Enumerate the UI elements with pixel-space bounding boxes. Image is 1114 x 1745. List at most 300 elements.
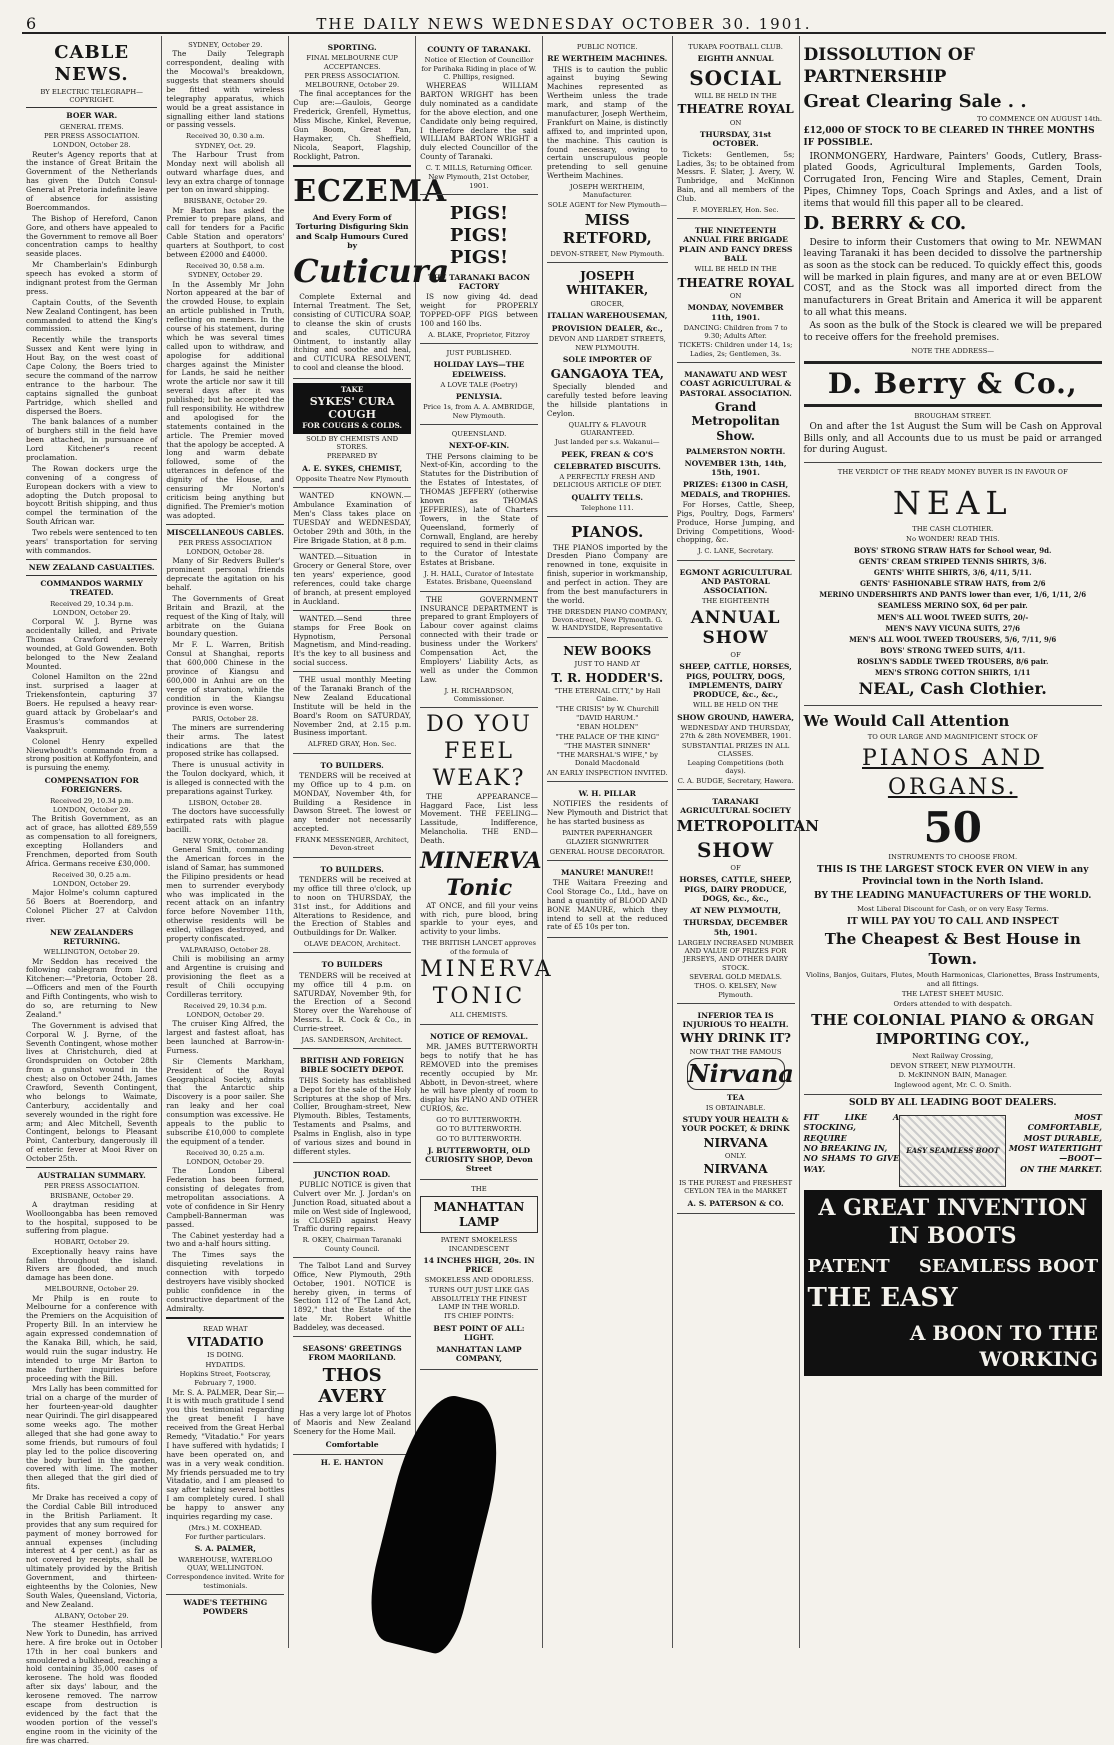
ad-line: THE CASH CLOTHIER. [912, 525, 994, 534]
notice-heading: BRITISH AND FOREIGN BIBLE SOCIETY DEPOT. [300, 1056, 405, 1075]
column-events [673, 36, 819, 1648]
dateline: SYDNEY, October 29. [188, 271, 263, 280]
ad-line: ON [729, 292, 742, 301]
ad-line: STUDY YOUR HEALTH & YOUR POCKET, & DRINK [681, 1115, 790, 1134]
ad-tukapa-social [677, 40, 795, 219]
section-compensation: COMPENSATION FOR FOREIGNERS. [44, 776, 139, 795]
ad-hodder-name: T. R. HODDER'S. [551, 670, 664, 685]
column-cable-news [22, 36, 162, 1745]
ad-line: JUST TO HAND AT [574, 660, 641, 669]
paragraph: Reuter's Agency reports that at the instance of Great Britain the Government of the Netherlands has given the Dutch Consul-General at Pretoria indefinite leave of absence for assisting Boercommandos. [26, 149, 158, 212]
paragraph: Exceptionally heavy rains have fallen throughout the island. Rivers are flooded, and much damage has been done. [26, 1246, 158, 1283]
ad-show-name: Grand Metropolitan Show. [691, 399, 780, 444]
ad-eczema-title: ECZEMA [293, 173, 448, 209]
received-line: Received 29, 10.34 p.m. [50, 599, 134, 608]
ad-company: MANHATTAN LAMP COMPANY, [436, 1345, 522, 1364]
book-title: "THE MASTER SINNER" [564, 741, 651, 750]
ad-pigs-title: PIGS! PIGS! PIGS! [449, 202, 509, 268]
ad-title: DISSOLUTION OF PARTNERSHIP [803, 45, 975, 88]
ad-kicker: READ WHAT [203, 1324, 248, 1333]
tender-heading: TO BUILDERS. [320, 760, 384, 770]
masthead [22, 6, 1106, 34]
ad-body: THE PIANOS imported by the Dresden Piano Company are renowned in tone, exquisite in finish, superior in workmanship, and perfect in action. They are from the best manufacturers in the world. [546, 542, 668, 605]
boot-feature: MOST DURABLE, [1023, 1132, 1102, 1143]
ad-pianos-title: PIANOS. [571, 523, 644, 542]
notice-educational-institute [293, 674, 411, 754]
book-title: "THE MARSHAL'S WIFE," by Donald Macdonald [556, 751, 658, 768]
ad-hanton: H. E. HANTON [320, 1458, 384, 1468]
ad-line: THIS IS THE LARGEST STOCK EVER ON VIEW in any Provincial town in the North Island. [817, 864, 1089, 887]
ad-line: QUALITY TELLS. [571, 492, 644, 502]
notice-signature: JOSEPH WERTHEIM, Manufacturer. [569, 183, 645, 200]
ad-tonic-name: TONIC [432, 983, 526, 1009]
book-title: "EBAN HOLDEN" [576, 723, 639, 732]
price-item: SEAMLESS MERINO SOX, 6d per pair. [877, 601, 1028, 611]
notice-title: NEXT-OF-KIN. [448, 441, 510, 451]
notice-wertheim [547, 40, 668, 263]
notice-date: New Plymouth, 21st October, 1901. [428, 173, 530, 190]
notice-body: THE GOVERNMENT INSURANCE DEPARTMENT is prepared to grant Employers of Labour cover against claims connected with their trade or business under the Workers' Compensation Act, the Employers' Liability Acts, as well as under the Common Law. [420, 594, 538, 684]
ad-signature: THE DRESDEN PIANO COMPANY, Devon-street, New Plymouth. G. W. HANDYSIDE, Representative [547, 607, 668, 633]
notice-body: THIS is to caution the public against buying Sewing Machines represented as Wertheim unless the trade mark, and stamp of the manufacturer, Joseph Wertheim, Frankfurt on Maine, is distinctly affixed to, and imprinted upon, the machine. This caution is found necessary, owing to certain unscrupulous people pretending to sell genuine Wertheim Machines. [546, 64, 668, 181]
paragraph: Sir Clements Markham, President of the Royal Geographical Society, admits that the Antarctic ship Discovery is a poor sailer. She ran leaky and her coal consumption was excessive. He appeals to the public to subscribe £10,000 to complete the equipment of a tender. [166, 1056, 285, 1146]
notice-body: PUBLIC NOTICE is given that Culvert over Mr. J. Jordan's on Junction Road, situated about a mile on West side of Inglewood, is CLOSED against Heavy Traffic during repairs. [293, 1180, 412, 1234]
notice-junction-road [293, 1165, 411, 1258]
boot-the-easy: THE EASY [807, 1283, 958, 1314]
ad-line: GO TO BUTTERWORTH. [436, 1134, 522, 1143]
ad-bacon-factory [420, 197, 538, 344]
ad-books-title: NEW BOOKS [563, 643, 652, 658]
ad-seamless-boot [804, 1098, 1102, 1376]
tender-signature: JAS. SANDERSON, Architect. [301, 1035, 403, 1044]
ad-note: ALL CHEMISTS. [450, 1011, 508, 1020]
ad-line: PRIZES: £1300 in CASH, MEDALS, and TROPHIES. [680, 480, 791, 499]
paragraph: The Government is advised that Corporal W. J. Byrne, of the Seventh Contingent, whose mother lives at Christchurch, died at Grondspruiden on October 28th from a gunshot wound in the chest; also on October 24th, James Crawford, Seventh Contingent, who belongs to Waimate, Canterbury, accidentally and severely wounded in the right fore arm; and Alec Mitchell, Seventh Contingent, belongs to Pleasant Point, Canterbury, dangerously ill of enteric fever at Mooi River on October 25th. [26, 1020, 158, 1164]
ad-address: DEVON AND LIARDET STREETS, [548, 334, 666, 343]
ad-line: TICKETS: Children under 14, 1s; Ladies, 2s; Gentlemen, 3s. [678, 341, 793, 358]
dateline: LONDON, October 29. [186, 1010, 265, 1019]
ad-address: Hopkins Street, Footscray, [179, 1369, 271, 1378]
paragraph: The cruiser King Alfred, the largest and fastest afloat, has been launched at Barrow-in-Furness. [166, 1019, 285, 1055]
ad-pianos-organs: PIANOS AND ORGANS. [861, 746, 1044, 800]
ad-line: GLAZIER SIGNWRITER [565, 838, 649, 847]
ad-metro: METROPOLITAN [676, 817, 819, 836]
tender-1 [293, 756, 411, 858]
ad-line: PEEK, FREAN & CO'S [561, 449, 654, 459]
ad-cuticura-logo: Cuticura [293, 252, 450, 291]
ad-butterworth [420, 1027, 538, 1180]
book-title: "THE ETERNAL CITY," by Hall Caine. [554, 687, 661, 704]
ad-fifty: 50 [923, 803, 982, 853]
ad-note: Correspondence invited. Write for testimonials. [166, 1573, 285, 1590]
ad-body: IS now giving 4d. dead weight for PROPERLY TOPPED-OFF PIGS between 100 and 160 lbs. [420, 292, 538, 328]
ad-pigs-sub: THE TARANAKI BACON FACTORY [427, 272, 531, 292]
ad-cough-banner [293, 383, 411, 434]
paragraph: Major Holme's column captured 56 Boers at Boerendorp, and Colonel Plicher 27 at Calvdon river. [26, 888, 158, 924]
ad-wades-powders: WADE'S TEETHING POWDERS [183, 1597, 268, 1617]
dateline: MELBOURNE, October 29. [44, 1285, 139, 1294]
ad-title: INFERIOR TEA IS INJURIOUS TO HEALTH. [682, 1010, 789, 1030]
paragraph: Mr Drake has received a copy of the Cordial Cable Bill introduced in the British Parliament. It provides that any sum required for payment of money borrowed for annual expenses (including interest at 4 per cent.) as far as not covered by receipts, shall be ultimately provided by the British Government, and thirteen-eighteenths by the Colonies, New South Wales, Queensland, Victoria, and New Zealand. [26, 1493, 158, 1609]
tender-body: TENDERS will be received at my office till three o'clock, up to noon on THURSDAY, the 31st inst., for Additions and Alterations to Residence, and the Erection of Stables and Outbuildings for Dr. Walker. [293, 874, 412, 938]
press-assoc: PER PRESS ASSOCIATION. [43, 132, 140, 140]
ad-line: THE EIGHTEENTH [701, 597, 770, 606]
ad-line: D. McKINNON BAIN, Manager. [898, 1071, 1007, 1080]
boot-feature: MOST WATERTIGHT [1008, 1142, 1102, 1153]
boot-feature: REQUIRE [803, 1132, 847, 1143]
ad-date: MONDAY, NOVEMBER 11th, 1901. [687, 303, 784, 322]
ad-price: Price 1s, from A. A. AMBRIDGE, New Plymouth. [423, 403, 535, 420]
ad-line: PAINTER PAPERHANGER [562, 828, 653, 837]
ad-line: Orders attended to with despatch. [893, 999, 1012, 1008]
notice-signature: J. H. RICHARDSON, Commissioner. [444, 686, 514, 703]
ad-line: Violins, Banjos, Guitars, Flutes, Mouth Harmonicas, Clarionettes, Brass Instruments, and all fittings. [805, 971, 1100, 989]
paragraph: The Rowan dockers urge the convening of a congress of European dockers with a view to adopting the Dutch proposal to boycott British shipping, and thus compel the termination of the South African war. [26, 463, 158, 527]
ad-line: EIGHTH ANNUAL [697, 54, 774, 64]
book-title: "DAVID HARUM." [576, 714, 639, 723]
tender-body: TENDERS will be received at my Office up to 4 p.m. on MONDAY, November 4th, for Building a Residence in Dawson Street. The lowest or any tender not necessarily accepted. [293, 770, 412, 834]
dateline: LONDON, October 29. [52, 805, 131, 814]
ad-line: SEVERAL GOLD MEDALS. [689, 973, 782, 982]
tender-signature: OLAVE DEACON, Architect. [303, 940, 401, 949]
press-assoc: PER PRESS ASSOCIATION. [43, 1182, 140, 1191]
column-display-ads [800, 36, 1106, 1648]
ad-kicker: THE [471, 1184, 487, 1193]
ad-line: GO TO BUTTERWORTH. [436, 1116, 522, 1125]
paragraph: There is unusual activity in the Toulon dockyard, which, it is alleged is connected with the preparations against Turkey. [166, 760, 285, 797]
ad-minerva-name: MINERVA [420, 956, 554, 982]
paragraph: The London Liberal Federation has been formed, consisting of delegates from metropolitan associations. A vote of confidence in Sir Henry Campbell-Bannerman was passed. [166, 1166, 285, 1229]
tender-body: TENDERS will be received at my office till 4 p.m. on SATURDAY, November 9th, for the Erection of a Second Storey over the Warehouse of Messrs. L. R. Cock & Co., in Currie-street. [293, 970, 412, 1034]
classified-wanted: WANTED.—Situation in Grocery or General Store, over ten years' experience, good references, could take charge of branch, at present employed in Auckland. [293, 551, 411, 610]
ad-line: SMOKELESS AND ODORLESS. [424, 1276, 534, 1285]
section-nz-returning: NEW ZEALANDERS RETURNING. [49, 927, 134, 946]
paragraph: Captain Coutts, of the Seventh New Zealand Contingent, has been commanded to attend the King's commission. [26, 297, 158, 334]
ad-nirvana-name: NIRVANA [703, 1135, 768, 1150]
ad-line: BY THE LEADING MANUFACTURERS OF THE WORLD. [814, 891, 1092, 902]
boot-feature: ON THE MARKET. [1020, 1163, 1102, 1174]
notice-retford: MISS RETFORD, [562, 210, 652, 248]
price-item: MEN'S ALL WOOL TWEED TROUSERS, 5/6, 7/11, 9/6 [849, 634, 1057, 644]
notice-address: DEVON-STREET, New Plymouth. [550, 249, 665, 258]
ad-line: PROVISION DEALER, &c., [551, 323, 663, 333]
paragraph: Chili is mobilising an army and Argentine is cruising and provisioning the fleet as a result of Chili occupying Cordilleras territory. [166, 954, 285, 999]
section-boer-war: BOER WAR. [66, 111, 118, 121]
ad-body: AT ONCE, and fill your veins with rich, pure blood, bring sparkle to your eyes, and activity to your limbs. [420, 900, 538, 937]
ad-body: Tickets: Gentlemen, 5s; Ladies, 3s; to be obtained from Messrs. F. Slater, J. Avery, W. Tunbridge, and McKinnon Bain, and all members of the Club. [676, 149, 795, 204]
boot-invention: A GREAT INVENTION IN BOOTS [818, 1194, 1088, 1250]
ad-body: IRONMONGERY, Hardware, Painters' Goods, Cutlery, Brass-plated Goods, Agricultural Implements, Garden Tools, Corrugated Iron, Fencing Wire and Staples, Cement, Drain Pipes, Chimney Tops, Coach Springs and Axles, and a list of items that would fill this paper all to be cleared. [803, 151, 1102, 209]
classified-wanted: WANTED.—Send three stamps for Free Book on Hypnotism, Personal Magnetism, and Mind-reading. It's the key to all business and social success. [293, 613, 411, 672]
ad-title: THE NINETEENTH ANNUAL FIRE BRIGADE PLAIN AND FANCY DRESS BALL [678, 226, 793, 263]
column-cables-continued [162, 36, 289, 1648]
notice-land-office: The Talbot Land and Survey Office, New Plymouth, 29th October, 1901. NOTICE is hereby given, in terms of Section 112 of "The Land Act, 1892," that the Estate of the late Mr. Robert Whittle Baddeley, was deceased. [293, 1260, 411, 1337]
ad-author: PENLYSIA. [455, 392, 503, 402]
section-sporting: SPORTING. [327, 43, 377, 52]
boot-seamless: SEAMLESS BOOT [918, 1255, 1098, 1277]
ad-cuticura [293, 170, 450, 380]
ad-manhattan-title: MANHATTAN LAMP [420, 1196, 538, 1233]
paragraph: Mr Chamberlain's Edinburgh speech has evoked a storm of indignant protest from the German press. [26, 260, 158, 296]
ad-address: BROUGHAM STREET. [914, 412, 992, 421]
paragraph: The steamer Hesthfield, from New York to Dunedin, has arrived here. A fire broke out in October 17th in her coal bunkers and smouldered a bulkhead, reaching a hold containing 35,000 cases of kerosene. The hold was flooded after six days' labour, and the kerosene removed. The narrow escape from destruction is evidenced by the fact that the wooden portion of the vessel's engine room in the vicinity of the fire was charred. [26, 1619, 158, 1745]
boot-banner [804, 1190, 1102, 1376]
ad-note: For further particulars. [185, 1533, 266, 1542]
ad-title: SOLD BY ALL LEADING BOOT DEALERS. [848, 1098, 1057, 1109]
subhead: GENERAL ITEMS. [59, 122, 124, 131]
ad-line: OF [730, 864, 741, 873]
notice-body: THE Persons claiming to be Next-of-Kin, according to the Statutes for the Distribution of the Estates of Intestates, of THOMAS JEFFERY (otherwise known as THOMAS JEFFERIES), late of Charters Towers, in the State of Queensland, formerly of Cornwall, England, are hereby required to send in their claims to the Curator of Intestate Estates at Brisbane. [420, 451, 538, 568]
price-item: GENTS' FASHIONABLE STRAW HATS, from 2/6 [859, 579, 1046, 589]
ad-nirvana-logo: Nirvana [687, 1059, 794, 1089]
boot-feature: MOST COMFORTABLE, [1027, 1111, 1102, 1133]
column-public-notice [543, 36, 673, 1648]
received-line: Received 29, 10.34 p.m. [183, 1001, 267, 1010]
boot-feature: NO SHAMS TO GIVE WAY. [803, 1153, 900, 1174]
price-item: MEN'S NAVY VICUNA SUITS, 27/6 [885, 623, 1020, 633]
ad-line: TO OUR LARGE AND MAGNIFICENT STOCK OF [867, 733, 1038, 742]
paragraph: The Cabinet yesterday had a two and a-half hours sitting. [166, 1230, 285, 1249]
ad-body: Complete External and Internal Treatment. The Set, consisting of CUTICURA SOAP, to cleanse the skin of crusts and scales, CUTICURA Ointment, to instantly allay itching and soothe and heal, and CUTICURA RESOLVENT, to cool and cleanse the blood. [293, 292, 412, 373]
ad-title: EGMONT AGRICULTURAL AND PASTORAL ASSOCIATION. [679, 567, 792, 596]
ad-show: SHOW [696, 837, 775, 862]
ad-line: A PERFECTLY FRESH AND DELICIOUS ARTICLE OF DIET. [552, 473, 662, 490]
ad-line: IT WILL PAY YOU TO CALL AND INSPECT [846, 916, 1059, 927]
ad-signature: A. S. PATERSON & CO. [687, 1198, 784, 1208]
ad-body: THE Waitara Freezing and Cool Storage Co., Ltd., have on hand a quantity of BLOOD AND BONE MANURE, which they intend to sell at the reduced rate of £5 10s per ton. [546, 878, 668, 932]
ad-line: £12,000 OF STOCK TO BE CLEARED IN THREE MONTHS IF POSSIBLE. [803, 126, 1095, 149]
dateline: BRISBANE, October 29. [49, 1191, 134, 1200]
page-number: 6 [26, 14, 37, 33]
columns [22, 36, 1106, 1745]
ad-signature: J. BUTTERWORTH, OLD CURIOSITY SHOP, Devon Street [425, 1145, 533, 1174]
dateline: LONDON, October 29. [52, 608, 131, 617]
ad-chemist: A. E. SYKES, CHEMIST, [302, 463, 403, 473]
received-line: Received 30, 0.58 a.m. [185, 261, 265, 270]
subhead: FINAL MELBOURNE CUP ACCEPTANCES. [306, 54, 398, 71]
ad-line: NOTE THE ADDRESS— [911, 346, 995, 355]
ad-line: Leaping Competitions (both days). [687, 759, 784, 776]
ad-signature: C. A. BUDGE, Secretary, Hawera. [677, 776, 794, 785]
column-sporting [289, 36, 450, 1648]
ad-berry-name: D. BERRY & CO. [803, 213, 967, 235]
ad-joseph-whitaker [547, 265, 668, 517]
price-item: BOYS' STRONG STRAW HATS for School wear, 9d. [853, 545, 1052, 555]
paragraph: Corporal W. J. Byrne was accidentally killed, and Private Thomas Crawford severely wounded, at Gold Gowenden. Both belonged to the New Zealand Mounted. [26, 617, 158, 671]
paragraph: The final acceptances for the Cup are:—Gaulois, George Frederick, Grenfell, Hymettus, Miss Mische, Kinkel, Revenue, Gun Boom, Great Pan, Haymaker, Ch. Sheffield, Nicola, Seaport, Flagship, Rocklight, Patron. [293, 89, 412, 161]
dateline: VALPARAISO, October 28. [180, 945, 271, 954]
paragraph: Mr Barton has asked the Premier to prepare plans, and call for tenders for a Pacific Cable Station and operators' quarters at Southport, to cost between £2000 and £4000. [166, 205, 285, 260]
ad-body: On and after the 1st August the Sum will be Cash on Approval Bills only, and all Accounts due to us must be paid or arranged for during August. [803, 421, 1102, 456]
ad-kicker: SEASONS' GREETINGS FROM MAORILAND. [302, 1344, 402, 1363]
ad-pillar-painter [547, 784, 668, 861]
ad-line: ABSOLUTELY THE FINEST LAMP IN THE WORLD. [431, 1294, 527, 1312]
dateline: PARIS, October 28. [192, 714, 259, 723]
paragraph: Mrs Lally has been committed for trial on a charge of the murder of her fourteen-year-old daughter near Quirindi. The girl disappeared some weeks ago. The mother alleged that she had gone away to some friends, but rumours of foul play led to the police discovering the body buried in the garden, covered with lime. The mother then alleged that the girl died of fits. [26, 1384, 158, 1492]
ad-line: ONLY. [724, 1152, 747, 1161]
paragraph: The Governments of Great Britain and Brazil, at the request of the King of Italy, will arbitrate on the Guiana boundary question. [166, 593, 285, 639]
ad-note: PREPARED BY [326, 452, 378, 461]
ad-line: Most Liberal Discount for Cash, or on very Easy Terms. [857, 904, 1049, 913]
paragraph: Many of Sir Redvers Buller's prominent personal friends deprecate the agitation on his behalf. [166, 556, 285, 593]
paragraph: General Smith, commanding the American forces in the island of Samar, has summoned the Filipino presidents or head men to surrender everybody who was implicated in the recent attack on an infantry force before November 11th, otherwise residents will be exiled, villages destroyed, and property confiscated. [166, 845, 285, 944]
dateline: LONDON, October 29. [52, 879, 131, 888]
ad-colonial-name: THE COLONIAL PIANO & ORGAN IMPORTING COY., [811, 1010, 1095, 1049]
paragraph: Mr Philp is en route to Melbourne for a conference with the Premiers on the Acquisition of Property Bill. In an interview he again expressed condemnation of the Kanaka Bill, which, he said, would ruin the sugar industry. He intended to urge Mr Barton to make further inquiries before proceeding with the Bill. [26, 1293, 158, 1383]
ad-line: No WONDER! READ THIS. [906, 535, 1000, 544]
boot-patent: PATENT [807, 1255, 890, 1277]
dateline: WELLINGTON, October 29. [43, 948, 140, 957]
ad-sykes-cura-cough [293, 381, 411, 488]
notice-body: WHEREAS WILLIAM BARTON WRIGHT has been duly nominated as a candidate for the above election, and one Candidate only being required, I therefore declare the said WILLIAM BARTON WRIGHT a duly elected Councillor of the County of Taranaki. [420, 81, 538, 162]
book-title: "THE PALACE OF THE KING" [555, 732, 660, 741]
dateline: LONDON, October 29. [186, 1157, 265, 1166]
ad-line: WILL BE HELD IN THE [694, 91, 777, 100]
paragraph: The doctors have successfully extirpated rats with plague bacilli. [166, 807, 285, 834]
section-nz-casualties: NEW ZEALAND CASUALTIES. [28, 562, 155, 572]
ad-minerva-tonic [420, 710, 554, 1025]
ad-manure [547, 863, 668, 939]
tender-heading: TO BUILDERS [321, 960, 383, 970]
dateline: SYDNEY, Oct. 29. [194, 141, 256, 150]
ad-line: WILL BE HELD IN THE [694, 265, 777, 274]
ad-signature: NEAL, Cash Clothier. [858, 679, 1047, 699]
notice-bible-society [293, 1051, 411, 1163]
boot-boon: A BOON TO THE WORKING [909, 1321, 1098, 1372]
ad-signature: J. C. LANE, Secretary. [697, 547, 774, 556]
section-australian-summary: AUSTRALIAN SUMMARY. [37, 1171, 146, 1180]
ad-holiday-lays [420, 346, 538, 425]
price-item: MEN'S STRONG COTTON SHIRTS, 1/11 [874, 668, 1031, 678]
ad-cough-brand: SYKES' CURA COUGH [309, 395, 395, 422]
ad-line: INSTRUMENTS TO CHOOSE FROM. [888, 853, 1018, 862]
ad-signature: (Mrs.) M. COXHEAD. [188, 1523, 262, 1532]
ad-line: THE VERDICT OF THE READY MONEY BUYER IS IN FAVOUR OF [837, 467, 1068, 476]
ad-note: THE BRITISH LANCET approves of the formula of [421, 939, 536, 956]
ad-title: We Would Call Attention [803, 711, 1010, 730]
ad-venue: THEATRE ROYAL [677, 275, 794, 290]
ad-note: SOLD BY CHEMISTS AND STORES. [306, 434, 399, 452]
press-assoc: PER PRESS ASSOCIATION. [304, 71, 400, 80]
dateline: LISBON, October 28. [188, 798, 262, 807]
ad-cheapest: The Cheapest & Best House in Town. [824, 930, 1081, 968]
ad-dresden-pianos [547, 519, 668, 637]
ad-neal-clothier [804, 465, 1102, 706]
notice-heading: RE WERTHEIM MACHINES. [547, 54, 668, 64]
ad-line: AN EARLY INSPECTION INVITED. [546, 768, 668, 777]
paragraph: In the Assembly Mr John Norton appeared at the bar of the crowded House, to explain an article published in Truth, reflecting on members. In the course of his statement, during which he was several times called upon to withdraw, and apologise for additional charges against the Minister for Lands, he said he neither wrote the article nor saw it till several days after it was published; but he accepted the full responsibility. He withdrew and apologised for the statements contained in the article. The Premier moved that the apology be accepted. A long and warm debate followed, some of the utterances in defence of the dignity of the House, and censuring Mr Norton's criticism being anything but dignified. The Premier's motion was adopted. [166, 279, 285, 520]
ad-line: QUALITY & FLAVOUR GUARANTEED. [568, 420, 647, 438]
ad-agent-address: WAREHOUSE, WATERLOO QUAY, WELLINGTON. [178, 1555, 273, 1572]
ad-date: NOVEMBER 13th, 14th, 15th, 1901. [684, 458, 787, 478]
ad-body: Mr. S. A. PALMER, Dear Sir,—It is with much gratitude I send you this testimonial regarding the great benefit I have received from the Great Herbal Remedy, "Vitadatio." For years I have suffered with hydatids; I have been operated on, and was in a very weak condition. My friends persuaded me to try Vitadatio, and I am pleased to say after taking several bottles I am completely cured. I shall be happy to answer any inquiries regarding my case. [166, 1387, 285, 1522]
ad-line: BEST POINT OF ALL: LIGHT. [433, 1323, 525, 1342]
notice-next-of-kin [420, 427, 538, 592]
ad-line: SUBSTANTIAL PRIZES IN ALL CLASSES. [681, 741, 790, 758]
ad-date: THURSDAY, 31st OCTOBER. [699, 130, 772, 149]
ad-cough-for: FOR COUGHS & COLDS. [302, 420, 403, 430]
dateline: ALBANY, October 29. [54, 1611, 129, 1620]
ad-fire-brigade-ball [677, 221, 795, 363]
tender-3 [293, 955, 411, 1049]
ad-subhead: HYDATIDS. [205, 1360, 246, 1369]
dateline: MELBOURNE, October 29. [305, 81, 400, 90]
ad-signature: THOS. O. KELSEY, New Plymouth. [694, 982, 777, 999]
dateline: SYDNEY, October 29. [188, 41, 263, 49]
ad-place: AT NEW PLYMOUTH, [690, 906, 781, 916]
notice-signature: ALFRED GRAY, Hon. Sec. [307, 740, 397, 749]
ad-colonial-piano [804, 708, 1102, 1095]
ad-minerva-logo: MINERVA Tonic [420, 848, 542, 901]
ad-line: DANCING: Children from 7 to 9.30; Adults After. [683, 323, 788, 341]
classified-wanted: WANTED KNOWN.—Ambulance Examination of Men's Class takes place on TUESDAY and WEDNESDAY, October 29th and 30th, in the Fire Brigade Station, at 8 p.m. [293, 490, 411, 549]
ad-heading: MANURE! MANURE!! [560, 867, 654, 877]
boot-seal-image [899, 1115, 1006, 1187]
subhead: COMMANDOS WARMLY TREATED. [40, 579, 143, 598]
price-item: MEN'S ALL WOOL TWEED SUITS, 20/- [877, 612, 1029, 622]
notice-sub: Notice of Election of Councillor for Parihaka Riding in place of W. C. Phillips, resigned. [421, 56, 537, 81]
notice-heading: COUNTY OF TARANAKI. [427, 45, 531, 54]
paragraph: A draytman residing at Woolloongabba has been removed to the hospital, supposed to be suffering from plague. [26, 1199, 158, 1236]
paper-title: THE DAILY NEWS WEDNESDAY OCTOBER 30. 1901. [316, 15, 812, 33]
dateline: HOBART, October 29. [54, 1238, 130, 1247]
received-line: Received 30, 0.25 a.m. [52, 870, 131, 879]
ad-title: TARANAKI AGRICULTURAL SOCIETY [680, 796, 791, 816]
notice-heading: JUNCTION ROAD. [313, 1169, 391, 1179]
notice-heading: QUEENSLAND. [451, 430, 507, 439]
ad-sub: PATENT SMOKELESS INCANDESCENT [440, 1236, 518, 1253]
byline: BY ELECTRIC TELEGRAPH—COPYRIGHT. [40, 87, 143, 105]
paragraph: The Times says the disquieting revelations in connection with torpedo destroyers have visibly shocked public confidence in the constructive department of the Admiralty. [166, 1250, 285, 1313]
ad-body: Specially blended and carefully tested before leaving the hillside plantations in Ceylon. [546, 382, 668, 418]
paragraph: The British Government, as an act of grace, has allotted £89,559 as compensation to all foreigners, excepting Hollanders and Frenchmen, deported from South Africa. Germans receive £30,000. [26, 814, 158, 868]
ad-weak-title: DO YOU FEEL WEAK? [426, 712, 532, 791]
ad-egmont-show [677, 563, 795, 790]
ad-body: Desire to inform their Customers that owing to Mr. NEWMAN leaving Taranaki it has been decided to dissolve the partnership as soon as the stock can be reduced. To quickly effect this, goods will be marked in plain figures, and many are at or even BELOW COST, and as the Stock was all imported direct from the manufacturers in Great Britain and America it will be apparent to all what this means. [803, 237, 1102, 318]
ad-address: NEW PLYMOUTH. [575, 344, 640, 353]
boot-feature: NO BREAKING IN, [803, 1142, 888, 1153]
ad-line: WILL BE HELD ON THE [693, 701, 779, 710]
ad-heading: W. H. PILLAR [578, 789, 636, 799]
ad-nirvana-tea [677, 1006, 795, 1214]
ad-body: NOTIFIES the residents of New Plymouth and District that he has started business as [546, 799, 668, 827]
ad-nirvana-name: NIRVANA [703, 1162, 768, 1177]
ad-line: OF [730, 651, 741, 660]
paragraph: The Daily Telegraph correspondent, dealing with the Mocowal's breakdown, suggests that steamers should be fitted with wireless telegraphy apparatus, which would be a great assistance in signalling either land stations or passing vessels. [166, 49, 285, 130]
price-item: MERINO UNDERSHIRTS AND PANTS lower than ever, 1/6, 1/11, 2/6 [819, 590, 1087, 600]
ad-line: GROCER, [590, 300, 625, 309]
ad-tagline: IS DOING. [207, 1351, 244, 1360]
ad-signature: A. BLAKE, Proprietor, Fitzroy [428, 330, 530, 339]
ad-line: LARGELY INCREASED NUMBER AND VALUE OF PRIZES FOR JERSEYS, AND OTHER DAIRY STOCK. [677, 938, 794, 972]
ad-address: Opposite Theatre New Plymouth [295, 474, 409, 483]
ad-body: As soon as the bulk of the Stock is cleared we will be prepared to receive offers for the freehold premises. [803, 321, 1102, 344]
notice-body: THE usual monthly Meeting of the Taranaki Branch of the New Zealand Educational Institute will be held in the Board's Room on SATURDAY, November 2nd, at 2.15 p.m. Business important. [293, 675, 412, 738]
book-title: "THE CRISIS" by W. Churchill [555, 704, 659, 713]
press-assoc: PER PRESS ASSOCIATION [178, 538, 273, 547]
ad-line: SHEEP, CATTLE, HORSES, PIGS, POULTRY, DOGS, IMPLEMENTS, DAIRY PRODUCE, &c., &c., [679, 662, 792, 700]
ad-line: ITALIAN WAREHOUSEMAN, [547, 311, 668, 321]
ad-social-title: SOCIAL [689, 65, 782, 90]
ad-line: Inglewood agent, Mr. C. O. Smith. [894, 1081, 1012, 1090]
ad-date: WEDNESDAY AND THURSDAY, 27th & 28th NOVEMBER, 1901. [680, 723, 792, 741]
ad-neal-name: NEAL [892, 483, 1013, 522]
ad-line: ITS CHIEF POINTS: [444, 1312, 514, 1321]
tender-2 [293, 860, 411, 954]
paragraph: Colonel Henry expelled Nieuwhoudt's commando from a strong position at Koffyfontein, and is pursuing the enemy. [26, 736, 158, 773]
ad-manhattan-lamp [420, 1182, 538, 1370]
paragraph: The Bishop of Hereford, Canon Gore, and others have appealed to the Government to remove all Boer concentration camps to healthy seaside places. [26, 213, 158, 259]
